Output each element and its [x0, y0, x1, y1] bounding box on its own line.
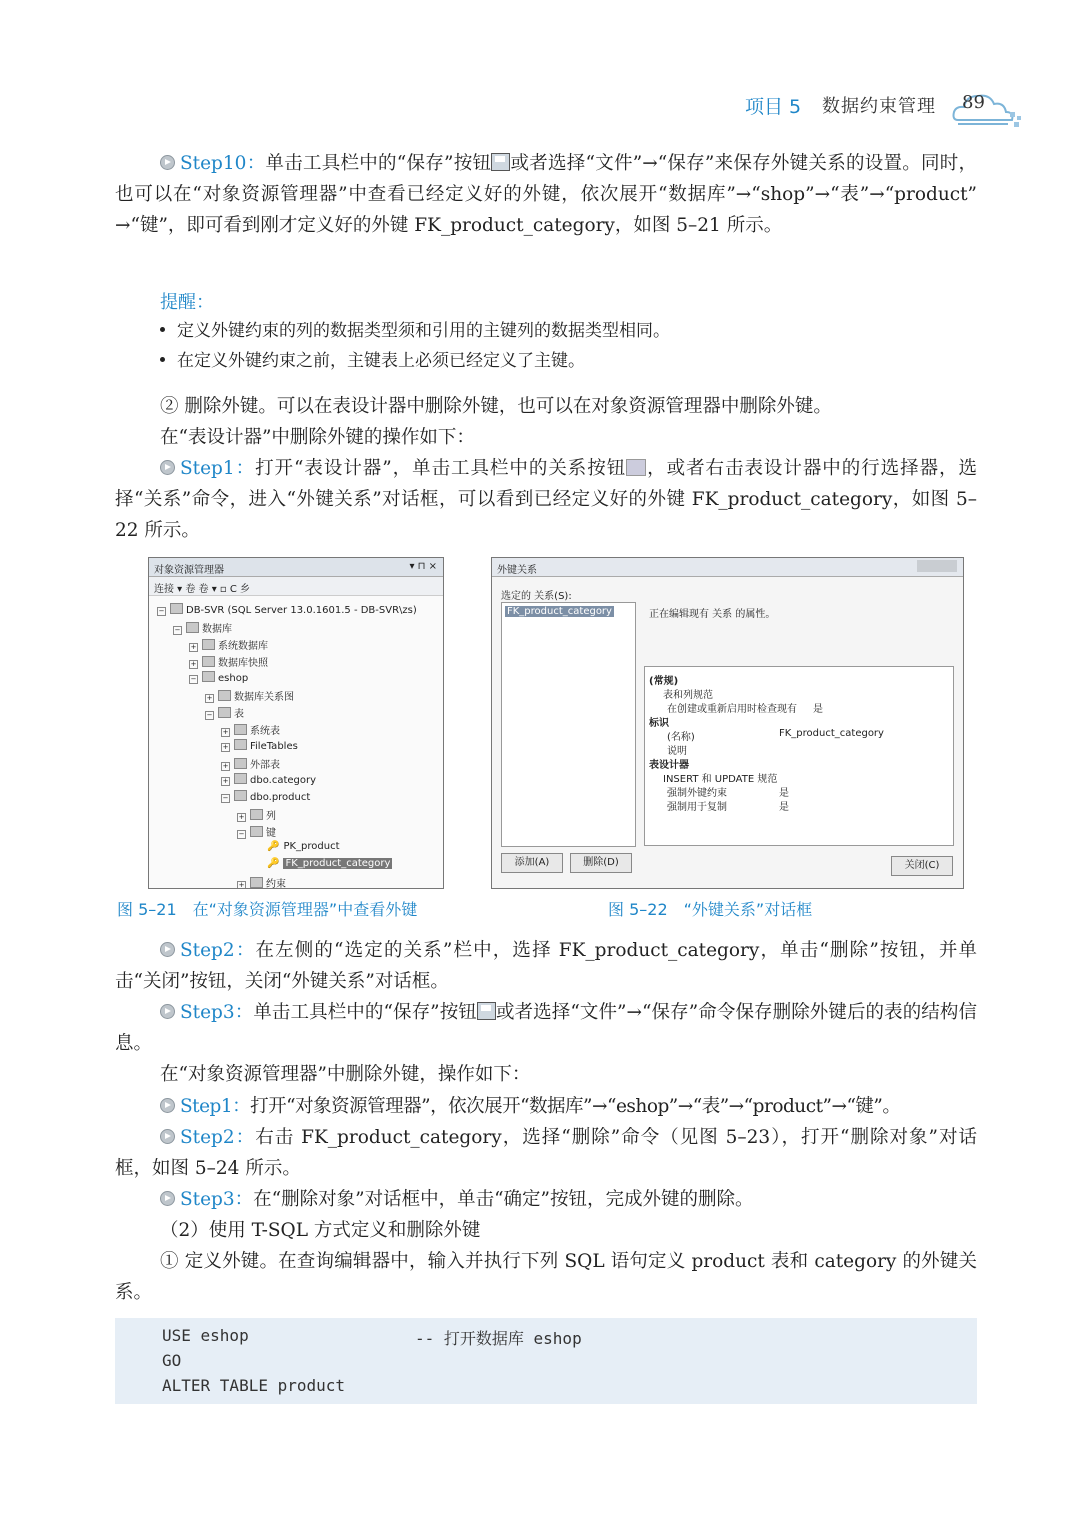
para-step2: Step2：在左侧的“选定的关系”栏中，选择 FK_product_category，单击“删除”按钮，并单击“关闭”按钮，关闭“外键关系”对话框。	[115, 940, 978, 992]
cloud-icon	[948, 82, 1028, 132]
code-line: GO	[162, 1351, 182, 1370]
tree-eshop: − eshop	[190, 673, 249, 684]
save-icon	[477, 1002, 496, 1020]
tree-snapshots: + 数据库快照	[190, 658, 268, 669]
tree-columns: + 列	[238, 811, 276, 822]
save-icon	[491, 153, 510, 171]
para-text: 或者选择“文件”→“保存”来保存外键关系的设置。同时，也可以在“对象资源管理器”中查看已经定义好的外键，依次展开“数据库”→“shop”→“表”→“product” →“键”，即可看到刚才定义好的外键 FK_product_category，如图 5–21 所示。	[115, 153, 977, 236]
tree-product: − dbo.product	[222, 792, 311, 803]
tree-tables: − 表	[206, 709, 244, 720]
tree-keys: − 键	[238, 828, 276, 839]
relationship-icon	[626, 459, 646, 476]
play-icon	[160, 460, 175, 475]
figure-caption-21: 图 5–21 在“对象资源管理器”中查看外键	[117, 900, 418, 919]
close-button[interactable]: 关闭(C)	[891, 856, 953, 876]
tree-fk: 🔑 FK_product_category	[267, 858, 391, 869]
page-number: 89	[962, 92, 985, 113]
tree-databases: − 数据库	[174, 624, 232, 635]
para-object-explorer: 在“对象资源管理器”中删除外键，操作如下：	[160, 1064, 531, 1085]
fk-relationship-dialog	[491, 557, 964, 889]
para-oe-step1: Step1：打开“对象资源管理器”，依次展开“数据库”→“eshop”→“表”→“product”→“键”。	[115, 1091, 977, 1122]
tree-sys-db: + 系统数据库	[190, 641, 268, 652]
window-controls	[917, 560, 957, 572]
play-icon	[160, 1191, 175, 1206]
key-icon: 🔑	[267, 858, 280, 869]
add-button[interactable]: 添加(A)	[501, 853, 563, 873]
para-delete-fk: ② 删除外键。可以在表设计器中删除外键，也可以在对象资源管理器中删除外键。	[160, 396, 832, 417]
relationship-list	[501, 602, 636, 847]
play-icon	[160, 942, 175, 957]
tree-external: + 外部表	[222, 760, 280, 771]
para-oe-step3: Step3：在“删除对象”对话框中，单击“确定”按钮，完成外键的删除。	[115, 1184, 977, 1215]
step-label: Step1：	[180, 458, 256, 479]
tip-item: 在定义外键约束之前，主键表上必须已经定义了主键。	[160, 347, 585, 375]
para-text: 打开“表设计器”，单击工具栏中的关系按钮	[255, 458, 627, 479]
header-title: 数据约束管理	[822, 96, 936, 117]
para-step10	[115, 148, 977, 241]
para-text: 单击工具栏中的“保存”按钮	[265, 153, 492, 174]
tree-sys-tables: + 系统表	[222, 726, 280, 737]
play-icon	[160, 1129, 175, 1144]
code-block	[115, 1318, 977, 1404]
dialog-title: 外键关系	[497, 565, 537, 576]
figure-caption-22: 图 5–22 “外键关系”对话框	[608, 900, 813, 919]
para-oe-step2: Step2：右击 FK_product_category，选择“删除”命令（见图 5–23），打开“删除对象”对话框，如图 5–24 所示。	[115, 1127, 977, 1179]
key-icon: 🔑	[267, 841, 280, 852]
code-comment: -- 打开数据库 eshop	[415, 1329, 582, 1348]
object-explorer-screenshot	[148, 557, 444, 889]
selected-label: 选定的 关系(S):	[501, 591, 572, 602]
list-item[interactable]: FK_product_category	[507, 606, 612, 617]
play-icon	[160, 1004, 175, 1019]
code-line: USE eshop	[162, 1326, 249, 1345]
panel-title: 对象资源管理器	[154, 565, 224, 576]
para-table-designer: 在“表设计器”中删除外键的操作如下：	[160, 427, 475, 448]
step-label: Step10：	[180, 153, 266, 174]
header-project: 项目 5	[745, 96, 802, 118]
tip-item: 定义外键约束的列的数据类型须和引用的主键列的数据类型相同。	[160, 317, 670, 345]
tree-filetables: + FileTables	[222, 741, 298, 752]
tree-pk: 🔑 PK_product	[267, 841, 340, 852]
code-line: ALTER TABLE product	[162, 1376, 346, 1395]
panel-controls: ▾ ⊓ ×	[409, 561, 437, 572]
tree-server: − DB-SVR (SQL Server 13.0.1601.5 - DB-SVR\zs)	[158, 605, 417, 616]
tree-constraints: + 约束	[238, 879, 286, 889]
editing-text: 正在编辑现有 关系 的属性。	[649, 609, 776, 620]
tree-category: + dbo.category	[222, 775, 317, 786]
tip-title: 提醒：	[160, 292, 214, 313]
para-step3: Step3：单击工具栏中的“保存”按钮 或者选择“文件”→“保存”命令保存删除外键后的表的结构信息。	[115, 1002, 977, 1054]
para-define-fk: ① 定义外键。在查询编辑器中，输入并执行下列 SQL 语句定义 product 表和 category 的外键关系。	[115, 1251, 977, 1303]
property-grid: (常规) 表和列规范 在创建或重新启用时检查现有 是 标识 (名称) FK_product_category 说明 表设计器 INSERT 和 UPDATE 规范 强制外键约束 是 强制用于复制 是	[644, 666, 954, 846]
para-text: ，或者右击表设计器中的行选择器，选择“关系”命令，进入“外键关系”对话框，可以看到已经定义好的外键 FK_product_category，如图 5–22 所示。	[115, 458, 977, 541]
tree-diagrams: + 数据库关系图	[206, 692, 294, 703]
play-icon	[160, 1098, 175, 1113]
explorer-toolbar: 连接 ▾ 卷 卷 ▾ ▫ C 乡	[154, 584, 251, 595]
para-step1	[115, 453, 977, 546]
para-tsql-heading: （2）使用 T-SQL 方式定义和删除外键	[160, 1220, 481, 1241]
delete-button[interactable]: 删除(D)	[570, 853, 632, 873]
play-icon	[160, 155, 175, 170]
